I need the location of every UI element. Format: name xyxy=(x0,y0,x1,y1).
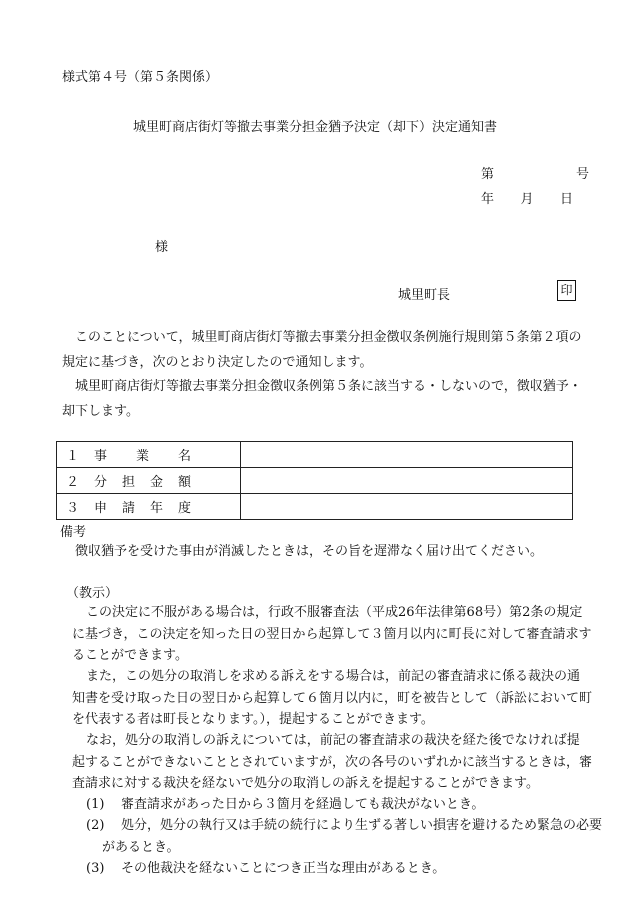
issuer-mayor: 城里町長 xyxy=(398,288,451,303)
document-title: 城里町商店街灯等撤去事業分担金猶予決定（却下）決定通知書 xyxy=(132,120,497,135)
body-paragraph-1: このことについて，城里町商店街灯等撤去事業分担金徴収条例施行規則第５条第２項の規定に基づき，次のとおり決定したので通知します。 xyxy=(62,330,582,370)
row-label-amount: ２ 分 担 金 額 xyxy=(57,468,241,494)
list-item xyxy=(86,815,608,858)
list-item-text: 処分，処分の執行又は手続の続行により生ずる著しい損害を避けるため緊急の必要があるとき。 xyxy=(102,818,603,855)
list-item-number: (2) xyxy=(86,818,105,833)
instruction-paragraph-3: なお，処分の取消しの訴えについては，前記の審査請求の裁決を経た後でなければ提起することができないこととされていますが，次の各号のいずれかに該当するときは，審査請求に対する裁決を経ないで処分の取消しの訴えを提起することができます。 xyxy=(72,733,593,791)
doc-number-suffix: 号 xyxy=(575,167,589,182)
body-paragraph-2: 城里町商店街灯等撤去事業分担金徴収条例第５条に該当する・しないので，徴収猶予・却下します。 xyxy=(62,379,582,419)
row-value-fiscal-year xyxy=(241,494,573,520)
table-row xyxy=(57,442,573,468)
notes-heading: 備考 xyxy=(60,525,87,540)
instruction-paragraph-2: また，この処分の取消しを求める訴えをする場合は，前記の審査請求に係る裁決の通知書を受け取った日の翌日から起算して６箇月以内に，町を被告として（訴訟において町を代表する者は町長となります。），提起することができます。 xyxy=(72,669,593,727)
seal-mark: 印 xyxy=(557,280,576,301)
date-month: 月 xyxy=(520,192,534,207)
document-date xyxy=(481,188,573,207)
list-item xyxy=(86,858,592,880)
date-day: 日 xyxy=(559,192,573,207)
details-table xyxy=(56,441,573,520)
table-row xyxy=(57,494,573,520)
instruction-heading: （教示） xyxy=(66,586,119,601)
addressee-honorific: 様 xyxy=(155,240,169,255)
row-label-fiscal-year: ３ 申 請 年 度 xyxy=(57,494,241,520)
doc-number-prefix: 第 xyxy=(481,167,495,182)
form-number: 様式第４号（第５条関係） xyxy=(62,70,219,85)
row-label-business-name: １ 事 業 名 xyxy=(57,442,241,468)
list-item xyxy=(86,794,592,816)
list-item-number: (1) xyxy=(86,797,105,812)
date-year: 年 xyxy=(481,192,495,207)
notes-text: 徴収猶予を受けた事由が消滅したときは，その旨を遅滞なく届け出てください。 xyxy=(75,544,544,559)
row-value-amount xyxy=(241,468,573,494)
list-item-number: (3) xyxy=(86,861,105,876)
list-item-text: 審査請求があった日から３箇月を経過しても裁決がないとき。 xyxy=(121,797,485,812)
row-value-business-name xyxy=(241,442,573,468)
table-row xyxy=(57,468,573,494)
list-item-text: その他裁決を経ないことにつき正当な理由があるとき。 xyxy=(121,861,446,876)
document-number xyxy=(481,163,589,182)
instruction-paragraph-1: この決定に不服がある場合は，行政不服審査法（平成26年法律第68号）第2条の規定に基づき，この決定を知った日の翌日から起算して３箇月以内に町長に対して審査請求することができます。 xyxy=(72,605,592,663)
